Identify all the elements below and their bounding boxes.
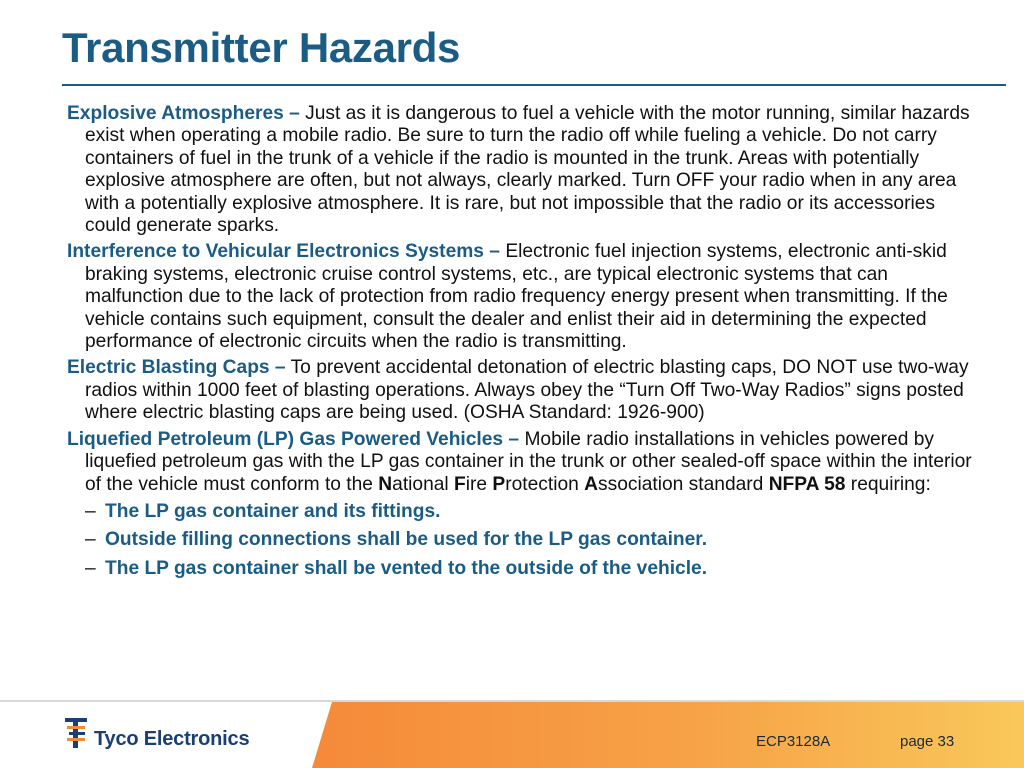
brand-name: Tyco Electronics	[94, 728, 250, 750]
section-explosive-atmospheres	[67, 103, 979, 237]
section-lp-gas-vehicles	[67, 429, 979, 496]
nfpa-word: ational	[392, 473, 455, 495]
dash: –	[85, 500, 96, 522]
sub-item	[67, 558, 979, 580]
document-id: ECP3128A	[756, 733, 831, 750]
section-body: Electronic fuel injection systems, electronic anti-skid braking systems, electronic cruise control systems, etc., are typical electronic systems that can malfunction due to the lack of protection from radio frequency energy present when transmitting. If the vehicle contains such equipment, consult the dealer and enlist their aid in determining the expected performance of electronic circuits when the radio is transmitting.	[85, 241, 948, 353]
section-vehicular-electronics	[67, 241, 979, 353]
nfpa-word: rotection	[505, 473, 585, 495]
section-blasting-caps	[67, 357, 979, 424]
section-heading: Interference to Vehicular Electronics Systems –	[67, 241, 500, 263]
nfpa-letter: P	[492, 473, 506, 495]
section-heading: Electric Blasting Caps –	[67, 357, 286, 379]
slide-content	[67, 103, 979, 586]
nfpa-word: ssociation standard	[598, 473, 769, 495]
slide-title: Transmitter Hazards	[62, 24, 461, 71]
section-heading: Liquefied Petroleum (LP) Gas Powered Vehicles –	[67, 428, 520, 450]
section-body: Just as it is dangerous to fuel a vehicle with the motor running, similar hazards exist when operating a mobile radio. Be sure to turn the radio off while fueling a vehicle. Do not carry containers of fuel in the trunk of a vehicle if the radio is mounted in the trunk. Areas with potentially explosive atmosphere are often, but not always, clearly marked. Turn OFF your radio when in any area with a potentially explosive atmosphere. It is rare, but not impossible that the radio or its accessories could generate sparks.	[85, 103, 970, 237]
nfpa-letter: F	[454, 473, 466, 495]
section-body: Mobile radio installations in vehicles powered by liquefied petroleum gas with the LP gas container in the trunk or other sealed-off space within the interior of the vehicle must conform to the	[85, 428, 972, 495]
sub-item-text: Outside filling connections shall be used for the LP gas container.	[105, 529, 708, 551]
section-body: To prevent accidental detonation of electric blasting caps, DO NOT use two-way radios within 1000 feet of blasting operations. Always obey the “Turn Off Two-Way Radios” signs posted where electric blasting caps are being used. (OSHA Standard: 1926-900)	[85, 357, 969, 424]
section-heading: Explosive Atmospheres –	[67, 103, 300, 124]
sub-item	[67, 501, 979, 523]
nfpa-word: ire	[465, 473, 493, 495]
sub-item-text: The LP gas container shall be vented to the outside of the vehicle.	[105, 557, 708, 579]
dash: –	[85, 557, 96, 579]
section-body-end: requiring:	[845, 473, 931, 495]
tyco-logo-icon	[64, 716, 90, 750]
standard-code: NFPA 58	[768, 473, 846, 495]
sub-item-text: The LP gas container and its fittings.	[105, 500, 441, 522]
title-divider	[62, 84, 1006, 86]
sub-item	[67, 529, 979, 551]
page-number: page 33	[900, 733, 955, 750]
nfpa-letter: N	[378, 473, 393, 495]
dash: –	[85, 529, 96, 551]
footer-divider	[0, 700, 1024, 702]
nfpa-letter: A	[584, 473, 599, 495]
